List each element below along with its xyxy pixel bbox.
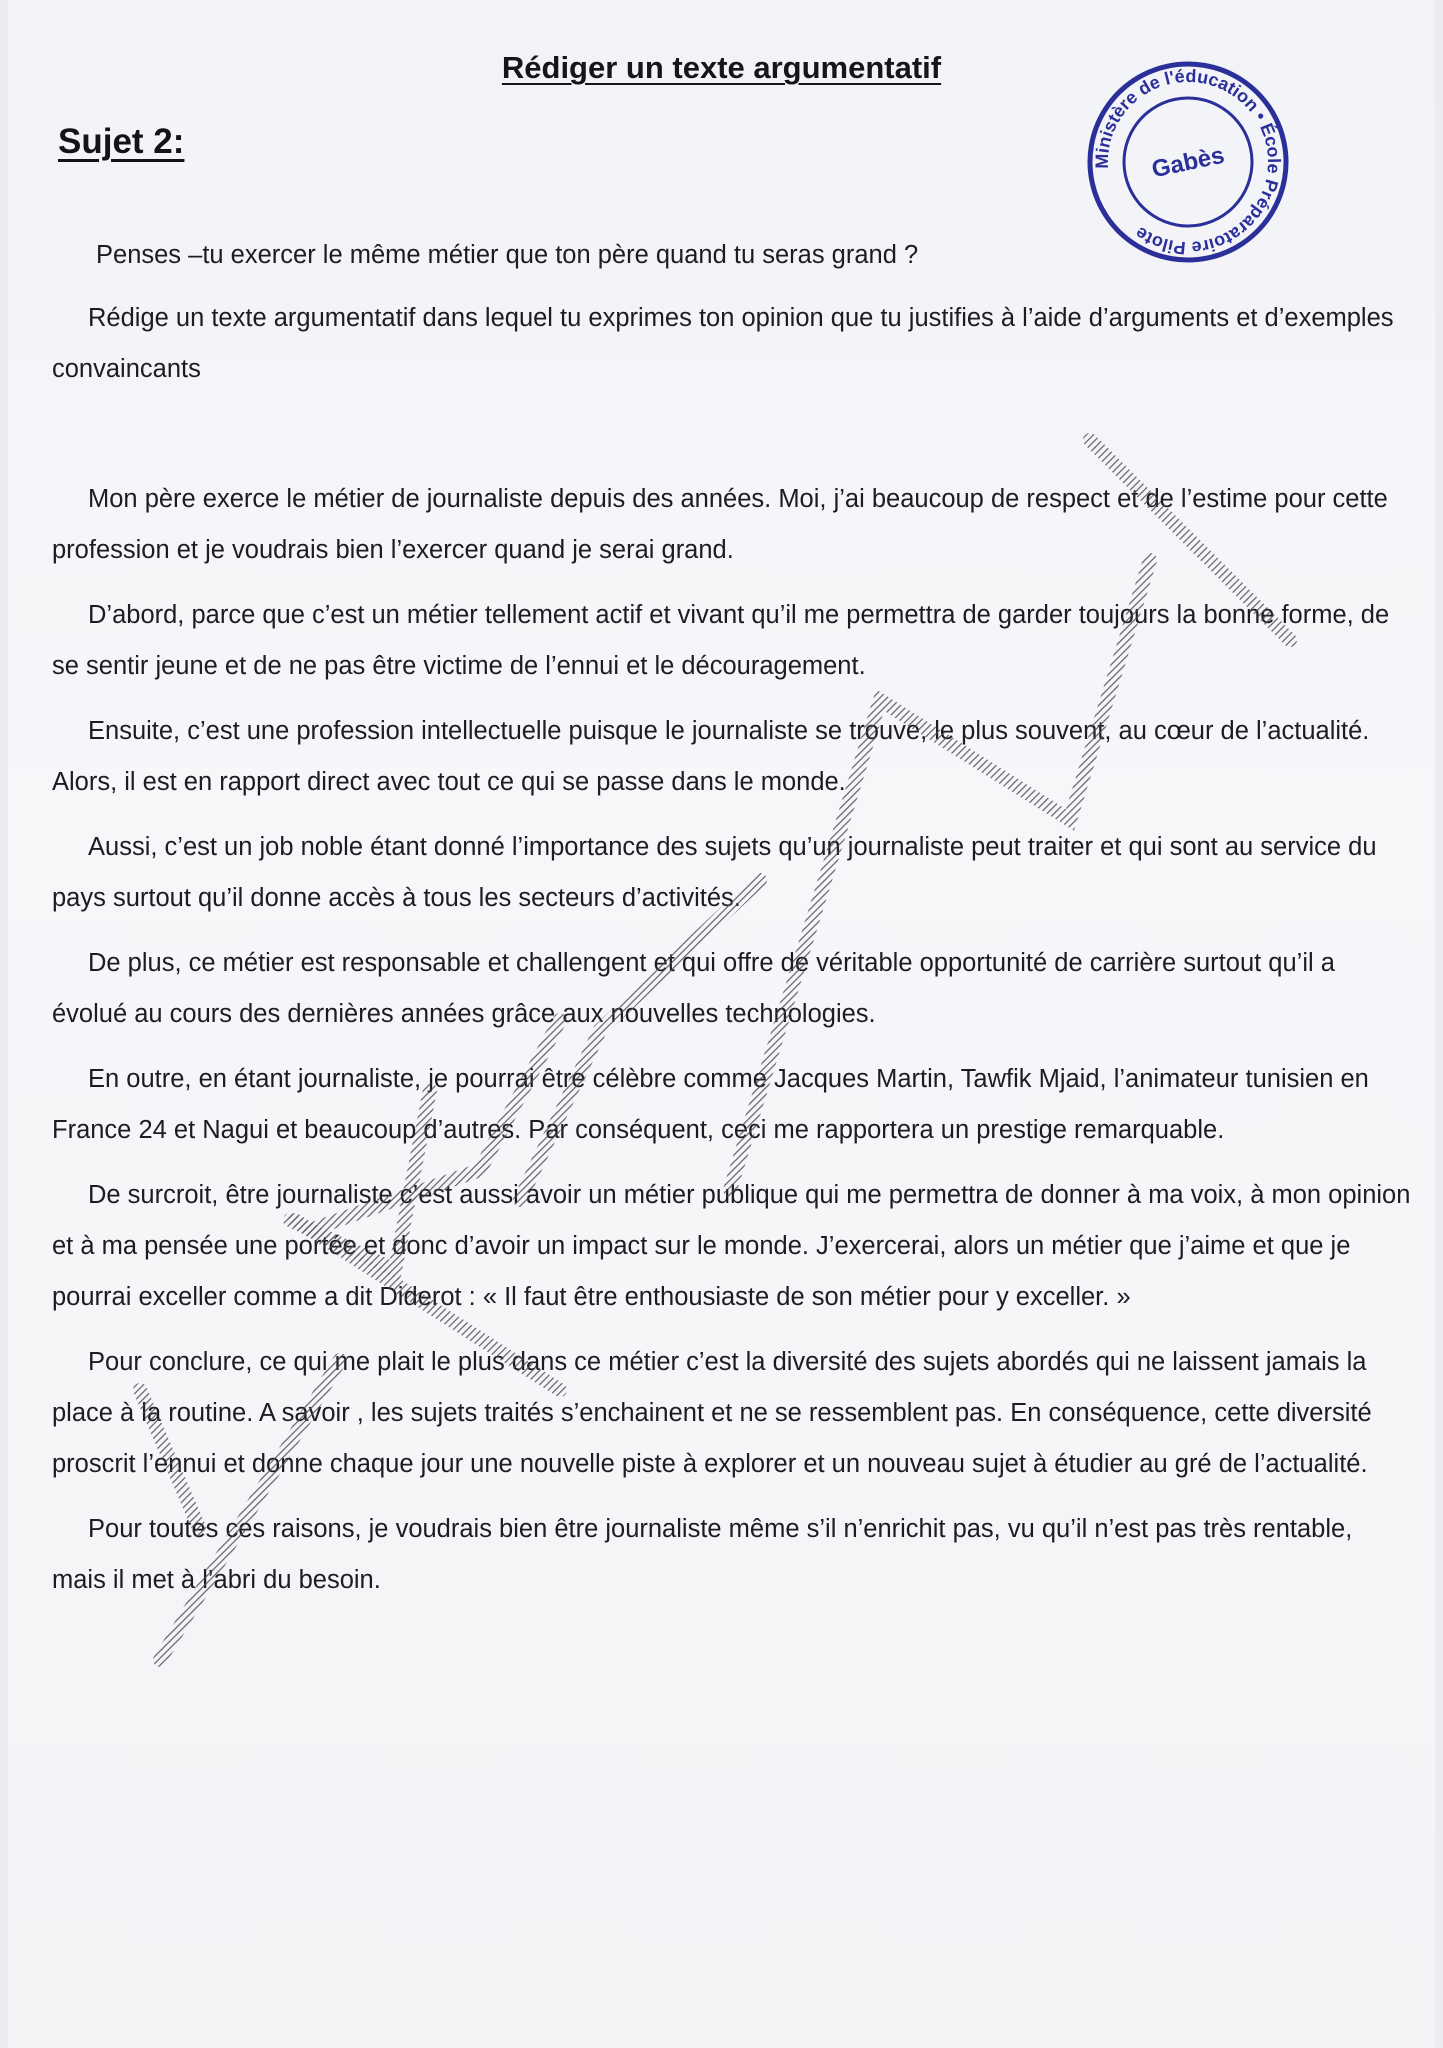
essay-paragraph: Ensuite, c’est une profession intellectuelle puisque le journaliste se trouve, le plus souvent, au cœur de l’actualité. Alors, il est en rapport direct avec tout ce qui se passe dans le monde. (52, 717, 1370, 796)
essay-paragraph: D’abord, parce que c’est un métier tellement actif et vivant qu’il me permettra de garder toujours la bonne forme, de se sentir jeune et de ne pas être victime de l’ennui et le découragement. (52, 601, 1390, 680)
essay-body (52, 474, 1412, 1606)
essay-paragraph: Mon père exerce le métier de journaliste depuis des années. Moi, j’ai beaucoup de respect et de l’estime pour cette profession et je voudrais bien l’exercer quand je serai grand. (52, 485, 1388, 564)
question-block (52, 230, 1412, 395)
subject-heading: Sujet 2: (58, 122, 185, 161)
essay-paragraph: Pour toutes ces raisons, je voudrais bien être journaliste même s’il n’enrichit pas, vu qu’il n’est pas très rentable, mais il met à l’abri du besoin. (52, 1515, 1353, 1594)
essay-paragraph: De plus, ce métier est responsable et challengent et qui offre de véritable opportunité de carrière surtout qu’il a évolué au cours des dernières années grâce aux nouvelles technologies. (52, 949, 1335, 1028)
document-title-text: Rédiger un texte argumentatif (501, 50, 942, 85)
question-text: Penses –tu exercer le même métier que ton père quand tu seras grand ? (96, 241, 919, 269)
essay-paragraph: Pour conclure, ce qui me plait le plus dans ce métier c’est la diversité des sujets abordés qui ne laissent jamais la place à la routine. A savoir , les sujets traités s’enchainent et ne se ressemblent pas. En conséquence, cette diversité proscrit l’ennui et donne chaque jour une nouvelle piste à explorer et un nouveau sujet à étudier au gré de l’actualité. (52, 1348, 1372, 1478)
essay-paragraph: Aussi, c’est un job noble étant donné l’importance des sujets qu’un journaliste peut traiter et qui sont au service du pays surtout qu’il donne accès à tous les secteurs d’activités. (52, 833, 1377, 912)
seal-center-text: Gabès (1149, 141, 1227, 184)
essay-paragraph: En outre, en étant journaliste, je pourrai être célèbre comme Jacques Martin, Tawfik Mjaid, l’animateur tunisien en France 24 et Nagui et beaucoup d’autres. Par conséquent, ceci me rapportera un prestige remarquable. (52, 1065, 1369, 1144)
instruction-text: Rédige un texte argumentatif dans lequel tu exprimes ton opinion que tu justifies à l’aide d’arguments et d’exemples convaincants (52, 304, 1394, 383)
seal-ring-text: Ministère de l'éducation • École Préparatoire Pilote (1091, 65, 1285, 259)
essay-paragraph: De surcroit, être journaliste c’est aussi avoir un métier publique qui me permettra de donner à ma voix, à mon opinion et à ma pensée une portée et donc d’avoir un impact sur le monde. J’exercerai, alors un métier que j’aime et que je pourrai exceller comme a dit Diderot : « Il faut être enthousiaste de son métier pour y exceller. » (52, 1181, 1411, 1311)
